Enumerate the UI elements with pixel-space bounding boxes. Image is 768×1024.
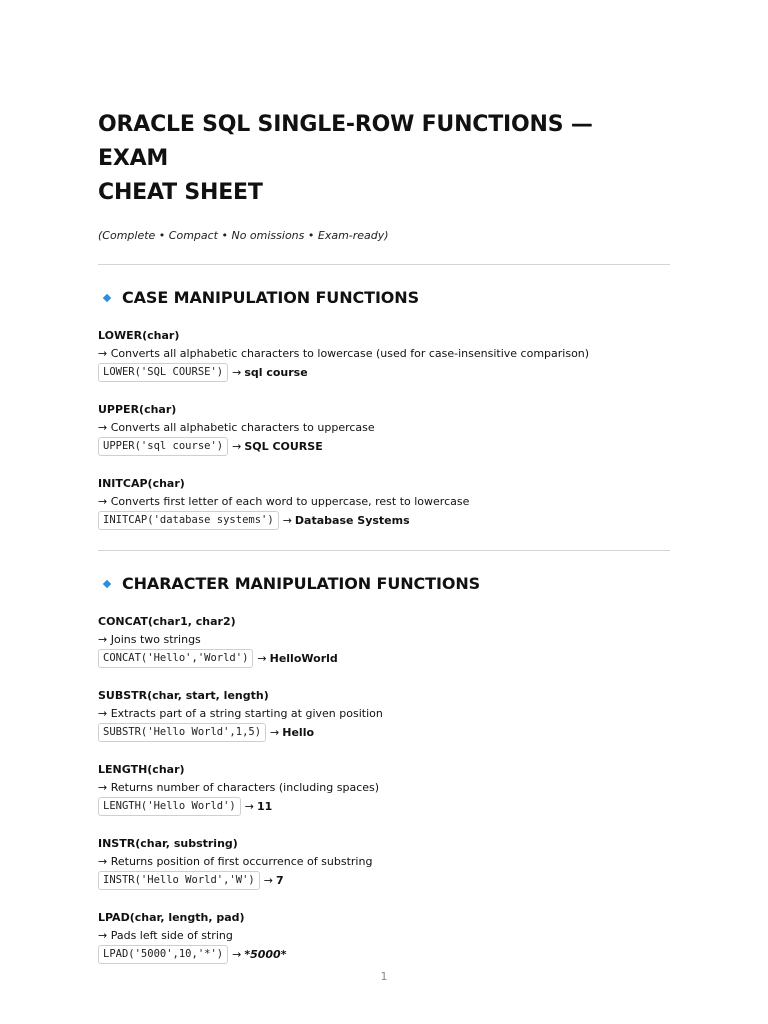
section-divider [98, 264, 670, 265]
example-result-italic: 5000* [250, 947, 287, 961]
function-example [98, 797, 670, 816]
diamond-bullet-icon [103, 580, 111, 588]
function-entry-instr [98, 835, 670, 890]
function-description: → Converts all alphabetic characters to uppercase [98, 421, 375, 434]
example-code: LOWER('SQL COURSE') [98, 363, 228, 382]
example-result: 7 [275, 873, 284, 887]
document-title-line-1: ORACLE SQL SINGLE-ROW FUNCTIONS — EXAM [98, 112, 593, 171]
arrow-icon: → [282, 513, 292, 527]
function-signature: CONCAT(char1, char2) [98, 615, 236, 628]
section-divider [98, 550, 670, 551]
example-code: CONCAT('Hello','World') [98, 649, 253, 668]
function-signature: LOWER(char) [98, 329, 180, 342]
diamond-bullet-icon [103, 294, 111, 302]
function-signature: SUBSTR(char, start, length) [98, 689, 269, 702]
section-title: CHARACTER MANIPULATION FUNCTIONS [122, 574, 481, 593]
function-description: → Returns number of characters (including spaces) [98, 781, 380, 794]
arrow-icon: → [270, 725, 280, 739]
function-example [98, 871, 670, 890]
example-result-bold: * [244, 947, 251, 961]
function-description: → Returns position of first occurrence of substring [98, 855, 373, 868]
arrow-icon: → [232, 439, 242, 453]
example-code: SUBSTR('Hello World',1,5) [98, 723, 266, 742]
function-entry-substr [98, 687, 670, 742]
function-example [98, 437, 670, 456]
function-entry-lpad [98, 909, 670, 964]
function-description: → Converts all alphabetic characters to lowercase (used for case-insensitive comparison) [98, 347, 590, 360]
function-signature: UPPER(char) [98, 403, 177, 416]
example-code: LPAD('5000',10,'*') [98, 945, 228, 964]
function-entry-lower [98, 327, 670, 382]
function-example [98, 363, 670, 382]
arrow-icon: → [257, 651, 267, 665]
function-entry-length [98, 761, 670, 816]
function-example [98, 945, 670, 964]
function-description: → Extracts part of a string starting at given position [98, 707, 383, 720]
document-title [98, 108, 670, 210]
document-title-line-2: CHEAT SHEET [98, 180, 263, 205]
arrow-icon: → [232, 947, 242, 961]
example-code: UPPER('sql course') [98, 437, 228, 456]
function-entry-concat [98, 613, 670, 668]
function-entry-upper [98, 401, 670, 456]
section-header-character-manipulation [98, 573, 670, 595]
arrow-icon: → [232, 365, 242, 379]
document-page [98, 108, 670, 983]
arrow-icon: → [244, 799, 254, 813]
page-number: 1 [380, 970, 388, 983]
function-signature: INITCAP(char) [98, 477, 185, 490]
function-example [98, 649, 670, 668]
section-title: CASE MANIPULATION FUNCTIONS [122, 288, 420, 307]
function-description: → Converts first letter of each word to uppercase, rest to lowercase [98, 495, 470, 508]
function-description: → Pads left side of string [98, 929, 233, 942]
arrow-icon: → [263, 873, 273, 887]
example-result [244, 946, 286, 964]
function-entry-initcap [98, 475, 670, 530]
function-example [98, 511, 670, 530]
example-result: SQL COURSE [244, 439, 323, 453]
example-result: sql course [244, 365, 308, 379]
example-code: INSTR('Hello World','W') [98, 871, 260, 890]
example-code: LENGTH('Hello World') [98, 797, 241, 816]
function-signature: LPAD(char, length, pad) [98, 911, 245, 924]
example-result: Database Systems [294, 513, 410, 527]
example-result: Hello [282, 725, 315, 739]
example-result: 11 [256, 799, 273, 813]
example-result: HelloWorld [269, 651, 338, 665]
section-header-case-manipulation [98, 287, 670, 309]
function-signature: INSTR(char, substring) [98, 837, 238, 850]
function-signature: LENGTH(char) [98, 763, 185, 776]
function-example [98, 723, 670, 742]
function-description: → Joins two strings [98, 633, 201, 646]
example-code: INITCAP('database systems') [98, 511, 279, 530]
document-subtitle: (Complete • Compact • No omissions • Exam-ready) [98, 229, 389, 242]
